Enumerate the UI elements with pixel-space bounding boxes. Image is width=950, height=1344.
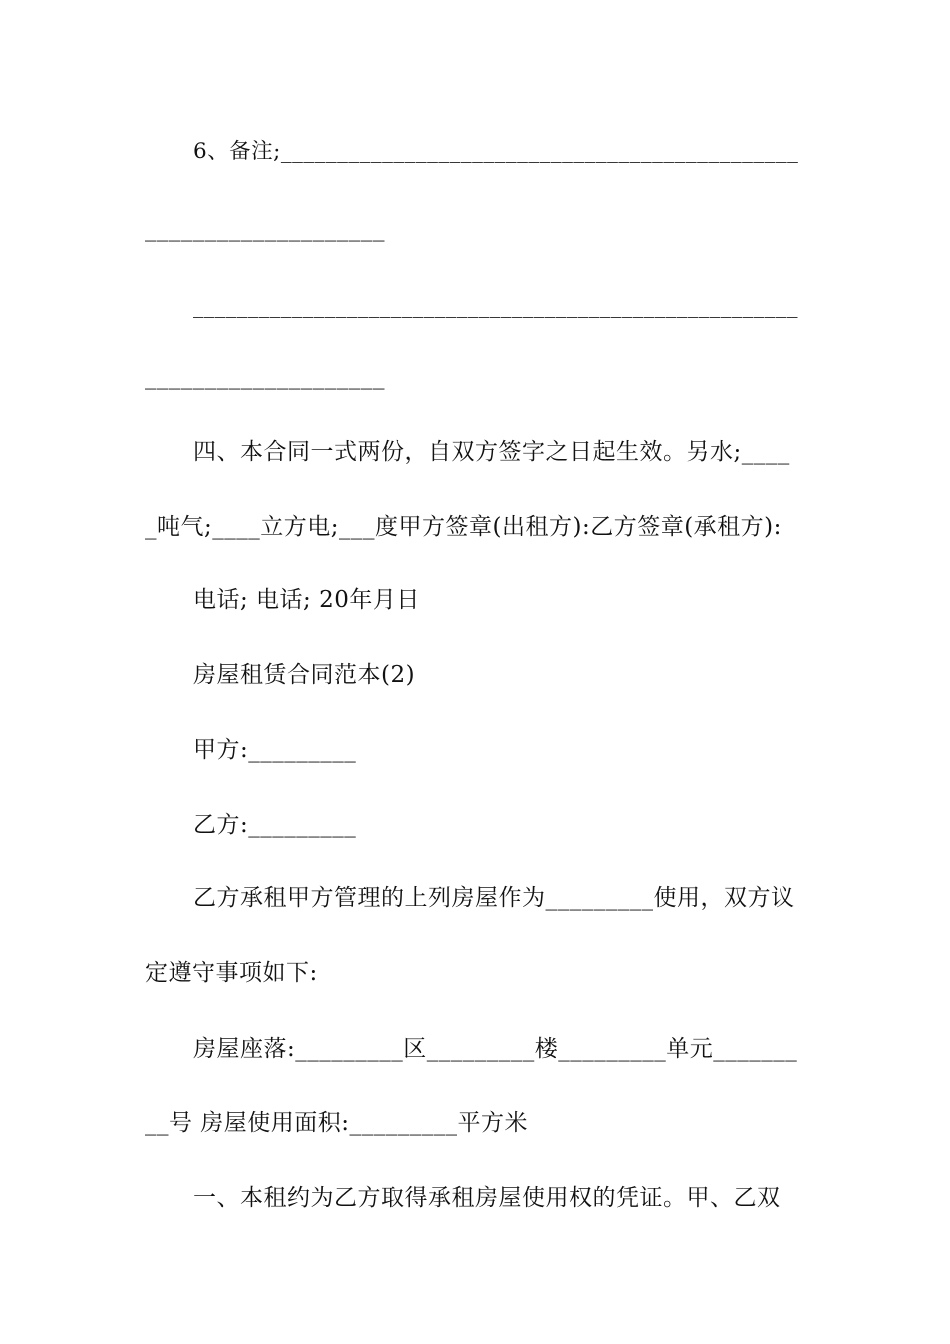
address-line: 房屋座落:_________区_________楼_________单元_______ — [193, 1036, 798, 1062]
clause-four-line: 四、本合同一式两份，自双方签字之日起生效。另水;____ — [193, 439, 790, 465]
clause-one-line: 一、本租约为乙方取得承租房屋使用权的凭证。甲、乙双 — [193, 1185, 781, 1211]
agreement-line: 定遵守事项如下: — [145, 960, 318, 986]
party-b-line: 乙方:_________ — [193, 812, 357, 838]
blank-line: ____________________ — [145, 216, 385, 242]
blank-line: ____________________ — [145, 364, 385, 390]
phone-date-line: 电话; 电话; 20年月日 — [193, 587, 420, 613]
blank-line: _______________________________________________________ — [193, 294, 798, 318]
party-a-line: 甲方:_________ — [193, 737, 357, 763]
section-title: 房屋租赁合同范本(2) — [193, 662, 416, 688]
area-line: __号 房屋使用面积:_________平方米 — [145, 1110, 529, 1136]
utilities-signature-line: _吨气;____立方电;___度甲方签章(出租方):乙方签章(承租方): — [145, 514, 782, 540]
remarks-line: 6、备注;______________________________________________ — [193, 139, 799, 164]
usage-line: 乙方承租甲方管理的上列房屋作为_________使用，双方议 — [193, 885, 795, 911]
